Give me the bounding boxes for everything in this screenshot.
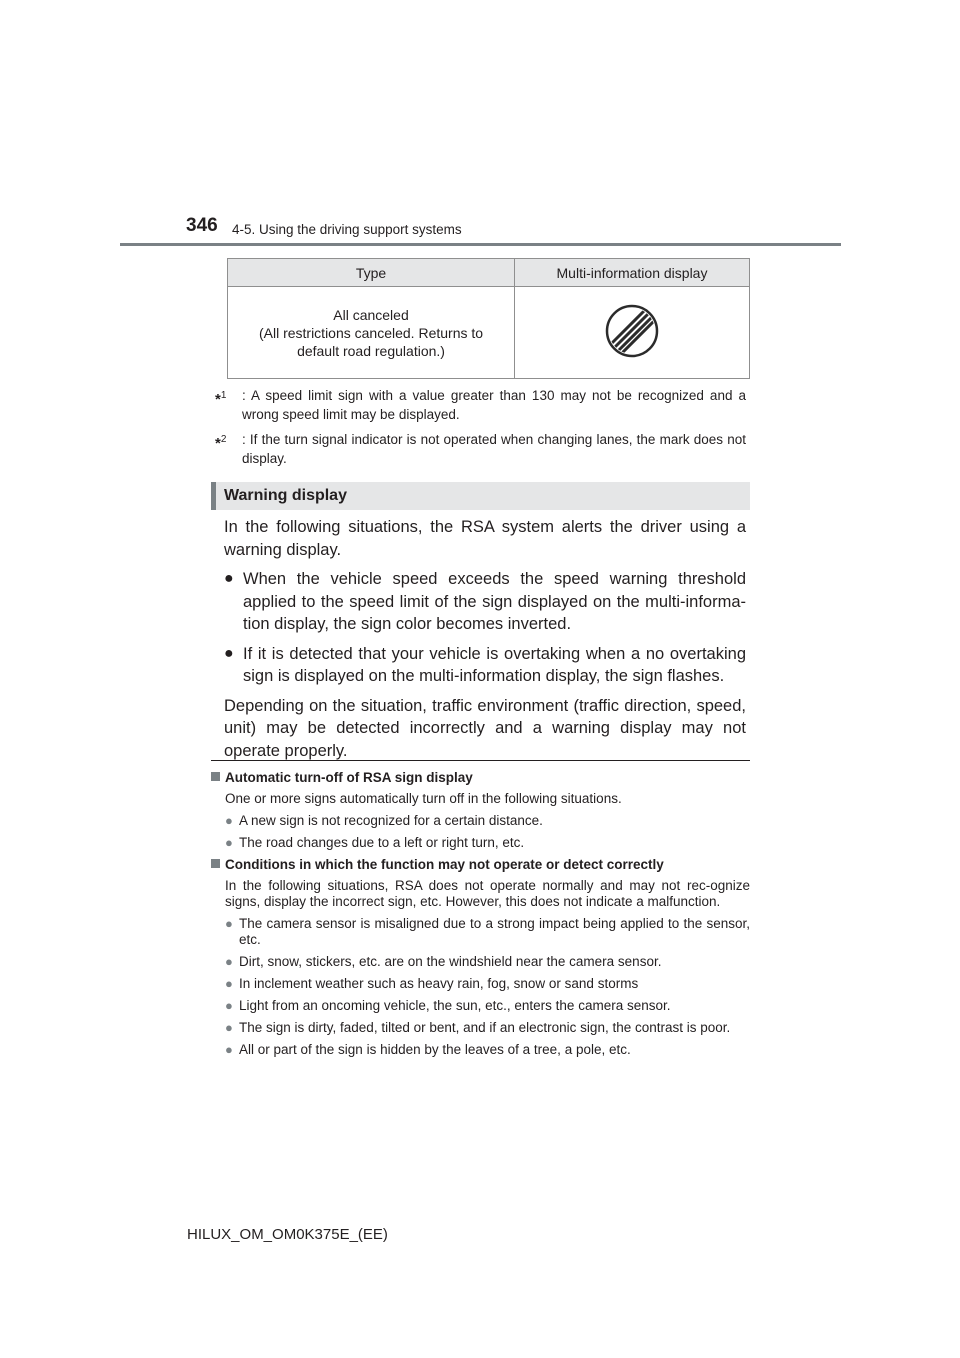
warning-body	[224, 516, 746, 769]
warning-bullet: ● If it is detected that your vehicle is overtaking when a no overtaking sign is displayed on the multi-information display, the sign flashes.	[224, 644, 746, 685]
bullet-dot-icon: ●	[225, 813, 233, 828]
footnote-text: : If the turn signal indicator is not operated when changing lanes, the mark does not display.	[242, 432, 746, 466]
warning-intro: In the following situations, the RSA system alerts the driver using a warning display.	[224, 518, 746, 559]
warning-bullet: ● When the vehicle speed exceeds the speed warning threshold applied to the speed limit of the sign displayed on the multi-informa-tion display, the sign color becomes inverted.	[224, 570, 746, 633]
type-line: default road regulation.)	[297, 342, 445, 359]
type-cell	[228, 287, 515, 379]
footnote-mark: *$^1$	[215, 390, 227, 408]
col-header-display: Multi-information display	[515, 259, 750, 287]
note-bullet: ● In inclement weather such as heavy rain, fog, snow or sand storms	[225, 976, 639, 991]
bullet-dot-icon: ●	[224, 570, 234, 587]
note-text: In the following situations, RSA does not operate normally and may not rec-ognize signs, display the incorrect sign, etc. However, this does not indicate a malfunction.	[225, 878, 750, 909]
bullet-dot-icon: ●	[225, 916, 233, 931]
warning-closing: Depending on the situation, traffic environment (traffic direction, speed, unit) may be detected incorrectly and a warning display may not operate properly.	[224, 696, 746, 760]
table-header-row	[228, 259, 750, 287]
footnote-text: : A speed limit sign with a value greater than 130 may not be recognized and a wrong speed limit may be displayed.	[242, 388, 746, 422]
note-text: One or more signs automatically turn off in the following situations.	[225, 791, 622, 806]
col-header-type: Type	[228, 259, 515, 287]
note-heading: Automatic turn-off of RSA sign display	[211, 770, 750, 786]
bullet-dot-icon: ●	[225, 835, 233, 850]
sign-table	[227, 258, 750, 379]
warning-display-heading: Warning display	[211, 482, 750, 510]
bullet-dot-icon: ●	[224, 644, 234, 662]
note-bullet: ● Light from an oncoming vehicle, the sun, etc., enters the camera sensor.	[225, 998, 671, 1013]
section-title: 4-5. Using the driving support systems	[232, 222, 462, 237]
square-bullet-icon	[211, 772, 220, 781]
notes	[211, 767, 750, 1064]
square-bullet-icon	[211, 859, 220, 868]
bullet-dot-icon: ●	[225, 998, 233, 1013]
note-heading: Conditions in which the function may not operate or detect correctly	[211, 857, 750, 873]
footnotes	[215, 386, 746, 474]
page-number: 346	[186, 215, 218, 236]
all-restrictions-canceled-sign-icon	[605, 304, 659, 358]
note-bullet: ● All or part of the sign is hidden by the leaves of a tree, a pole, etc.	[225, 1042, 631, 1057]
note-bullet: ● The camera sensor is misaligned due to a strong impact being applied to the sensor, etc.	[225, 916, 750, 947]
footnote-2	[215, 430, 746, 468]
footnote-mark: *$^2$	[215, 434, 227, 452]
bullet-dot-icon: ●	[225, 976, 233, 991]
header-rule	[120, 243, 841, 246]
bullet-dot-icon: ●	[225, 1042, 233, 1057]
note-bullet: ● Dirt, snow, stickers, etc. are on the windshield near the camera sensor.	[225, 954, 662, 969]
footnote-1	[215, 386, 746, 424]
footer-doc-code: HILUX_OM_OM0K375E_(EE)	[187, 1226, 388, 1243]
note-bullet: ● The road changes due to a left or right turn, etc.	[225, 835, 525, 850]
display-cell	[515, 287, 750, 379]
type-line: All canceled	[333, 306, 409, 323]
type-line: (All restrictions canceled. Returns to	[258, 324, 484, 341]
note-bullet: ● The sign is dirty, faded, tilted or bent, and if an electronic sign, the contrast is poor.	[225, 1020, 731, 1035]
table-row	[228, 287, 750, 379]
section-divider	[211, 760, 750, 761]
note-bullet: ● A new sign is not recognized for a certain distance.	[225, 813, 543, 828]
bullet-dot-icon: ●	[225, 954, 233, 969]
bullet-dot-icon: ●	[225, 1020, 233, 1035]
